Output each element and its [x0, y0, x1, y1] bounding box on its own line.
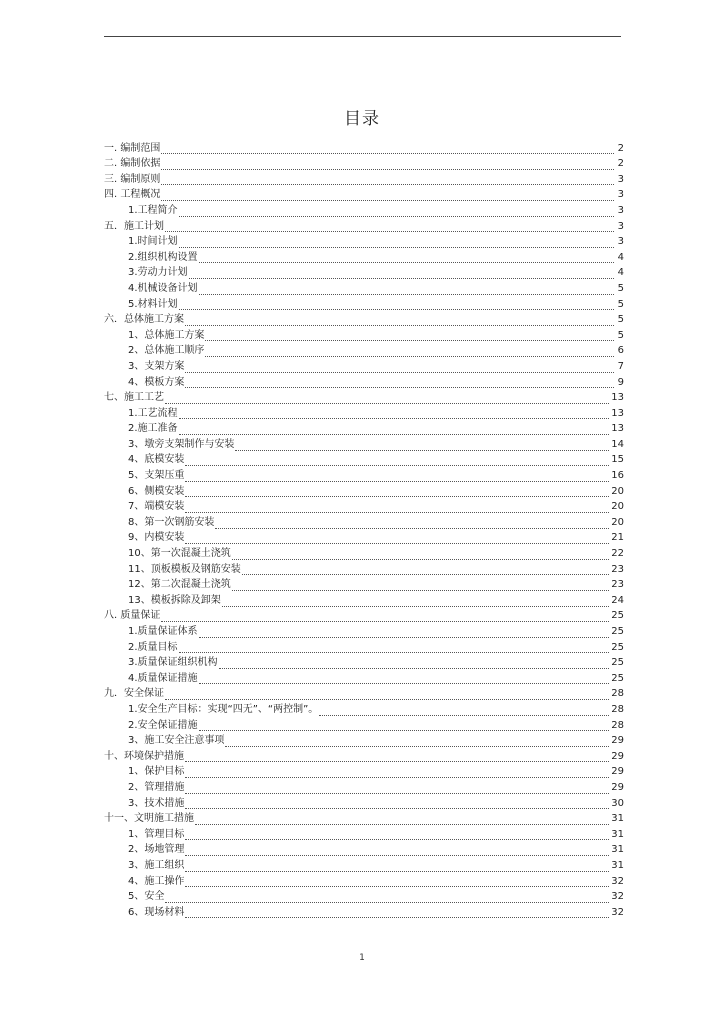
toc-dot-leader: [185, 907, 609, 918]
toc-entry-page: 23: [611, 579, 624, 591]
toc-entry[interactable]: [104, 889, 624, 905]
toc-entry-page: 31: [611, 859, 624, 871]
toc-entry[interactable]: [104, 577, 624, 593]
toc-entry-page: 13: [611, 392, 624, 404]
toc-entry-page: 23: [611, 563, 624, 575]
toc-dot-leader: [165, 393, 609, 404]
toc-entry-label: 2.质量目标: [128, 641, 178, 653]
toc-entry-page: 14: [611, 438, 624, 450]
toc-dot-leader: [219, 658, 610, 669]
toc-entry[interactable]: [104, 842, 624, 858]
toc-entry-page: 15: [611, 454, 624, 466]
toc-entry-label: 10、第一次混凝土浇筑: [128, 548, 231, 560]
toc-dot-leader: [215, 518, 609, 529]
toc-entry-page: 5: [617, 282, 624, 294]
toc-entry[interactable]: [104, 608, 624, 624]
toc-entry-page: 25: [611, 672, 624, 684]
toc-dot-leader: [161, 190, 614, 201]
toc-entry-label: 3.质量保证组织机构: [128, 657, 218, 669]
toc-entry-page: 3: [617, 204, 624, 216]
toc-entry-label: 3、墩旁支架制作与安装: [128, 438, 235, 450]
toc-entry[interactable]: [104, 327, 624, 343]
toc-dot-leader: [179, 642, 610, 653]
toc-dot-leader: [179, 424, 610, 435]
toc-dot-leader: [185, 471, 609, 482]
toc-entry-label: 七、施工工艺: [104, 392, 164, 404]
toc-entry[interactable]: [104, 764, 624, 780]
toc-entry-label: 五．施工计划: [104, 220, 164, 232]
page-title: 目录: [344, 109, 380, 129]
toc-entry-page: 6: [617, 345, 624, 357]
toc-dot-leader: [185, 751, 609, 762]
toc-dot-leader: [161, 174, 614, 185]
toc-entry[interactable]: [104, 280, 624, 296]
toc-entry[interactable]: [104, 639, 624, 655]
toc-dot-leader: [185, 455, 609, 466]
toc-entry-page: 25: [611, 610, 624, 622]
toc-dot-leader: [185, 377, 614, 388]
toc-entry-page: 3: [617, 173, 624, 185]
toc-entry[interactable]: [104, 655, 624, 671]
toc-entry[interactable]: [104, 390, 624, 406]
toc-entry-label: 八. 质量保证: [104, 610, 161, 622]
toc-dot-leader: [185, 533, 609, 544]
toc-entry-label: 六．总体施工方案: [104, 314, 184, 326]
toc-entry-label: 11、顶板模板及钢筋安装: [128, 563, 241, 575]
toc-entry-page: 28: [611, 719, 624, 731]
toc-dot-leader: [232, 549, 610, 560]
toc-entry-label: 4、模板方案: [128, 376, 185, 388]
toc-dot-leader: [161, 159, 614, 170]
toc-dot-leader: [161, 611, 609, 622]
table-of-contents: [104, 140, 624, 920]
toc-entry[interactable]: [104, 795, 624, 811]
toc-entry-page: 24: [611, 594, 624, 606]
toc-entry-label: 2、场地管理: [128, 844, 185, 856]
toc-entry[interactable]: [104, 265, 624, 281]
toc-dot-leader: [179, 237, 614, 248]
toc-entry-page: 13: [611, 423, 624, 435]
toc-entry[interactable]: [104, 530, 624, 546]
toc-entry-label: 四. 工程概况: [104, 189, 161, 201]
toc-dot-leader: [205, 346, 614, 357]
toc-entry-page: 31: [611, 844, 624, 856]
toc-entry[interactable]: [104, 234, 624, 250]
toc-entry-label: 二. 编制依据: [104, 158, 161, 170]
toc-entry[interactable]: [104, 592, 624, 608]
toc-entry[interactable]: [104, 218, 624, 234]
toc-entry[interactable]: [104, 686, 624, 702]
toc-dot-leader: [319, 705, 609, 716]
toc-dot-leader: [185, 486, 609, 497]
toc-entry-page: 3: [617, 236, 624, 248]
toc-entry-page: 25: [611, 641, 624, 653]
toc-entry-page: 20: [611, 485, 624, 497]
toc-entry-page: 2: [617, 142, 624, 154]
toc-entry[interactable]: [104, 811, 624, 827]
toc-entry[interactable]: [104, 202, 624, 218]
toc-entry-page: 29: [611, 735, 624, 747]
toc-dot-leader: [185, 798, 609, 809]
toc-dot-leader: [225, 736, 609, 747]
toc-entry-label: 2、管理措施: [128, 781, 185, 793]
toc-entry[interactable]: [104, 717, 624, 733]
toc-dot-leader: [161, 143, 614, 154]
toc-entry-label: 6、现场材料: [128, 906, 185, 918]
toc-entry-page: 31: [611, 813, 624, 825]
toc-dot-leader: [189, 268, 614, 279]
toc-entry-label: 3、施工组织: [128, 859, 185, 871]
toc-entry[interactable]: [104, 140, 624, 156]
toc-entry-page: 31: [611, 828, 624, 840]
toc-entry[interactable]: [104, 545, 624, 561]
toc-entry-page: 4: [617, 251, 624, 263]
toc-entry-label: 5.材料计划: [128, 298, 178, 310]
toc-entry-page: 25: [611, 657, 624, 669]
toc-entry-label: 4、底模安装: [128, 454, 185, 466]
toc-entry-page: 29: [611, 750, 624, 762]
toc-dot-leader: [185, 315, 614, 326]
toc-entry-page: 4: [617, 267, 624, 279]
toc-entry[interactable]: [104, 826, 624, 842]
toc-dot-leader: [185, 502, 609, 513]
toc-entry[interactable]: [104, 701, 624, 717]
toc-entry-label: 12、第二次混凝土浇筑: [128, 579, 231, 591]
toc-dot-leader: [199, 284, 614, 295]
toc-entry[interactable]: [104, 312, 624, 328]
toc-entry-label: 5、安全: [128, 891, 165, 903]
toc-dot-leader: [185, 845, 609, 856]
toc-entry-page: 13: [611, 407, 624, 419]
toc-entry[interactable]: [104, 748, 624, 764]
toc-entry-page: 29: [611, 781, 624, 793]
toc-entry-page: 25: [611, 626, 624, 637]
toc-dot-leader: [165, 892, 609, 903]
toc-entry-label: 4.质量保证措施: [128, 672, 198, 684]
toc-dot-leader: [205, 330, 614, 341]
toc-entry-page: 21: [611, 532, 624, 544]
toc-entry-page: 32: [611, 875, 624, 887]
toc-dot-leader: [179, 299, 614, 310]
toc-entry[interactable]: [104, 499, 624, 515]
toc-dot-leader: [195, 814, 609, 825]
toc-entry-label: 1.质量保证体系: [128, 626, 198, 637]
toc-entry-label: 九．安全保证: [104, 688, 164, 700]
toc-dot-leader: [179, 408, 610, 419]
toc-dot-leader: [165, 221, 614, 232]
toc-entry-label: 十、环境保护措施: [104, 750, 184, 762]
toc-entry[interactable]: [104, 374, 624, 390]
toc-entry-label: 9、内模安装: [128, 532, 185, 544]
toc-entry-page: 5: [617, 314, 624, 326]
toc-entry-label: 3.劳动力计划: [128, 267, 188, 279]
toc-dot-leader: [185, 783, 609, 794]
toc-entry-page: 2: [617, 158, 624, 170]
toc-entry-page: 22: [611, 548, 624, 560]
toc-entry[interactable]: [104, 514, 624, 530]
toc-entry[interactable]: [104, 187, 624, 203]
header-rule: [104, 36, 621, 37]
toc-entry-label: 1.工艺流程: [128, 407, 178, 419]
toc-dot-leader: [199, 627, 610, 638]
toc-entry[interactable]: [104, 857, 624, 873]
toc-entry[interactable]: [104, 296, 624, 312]
toc-dot-leader: [185, 876, 609, 887]
toc-entry[interactable]: [104, 561, 624, 577]
toc-entry[interactable]: [104, 249, 624, 265]
toc-entry-page: 28: [611, 703, 624, 715]
toc-entry-label: 1.时间计划: [128, 236, 178, 248]
toc-entry[interactable]: [104, 405, 624, 421]
toc-entry-label: 3、技术措施: [128, 797, 185, 809]
toc-entry[interactable]: [104, 904, 624, 920]
toc-entry-label: 4.机械设备计划: [128, 282, 198, 294]
toc-entry[interactable]: [104, 452, 624, 468]
toc-entry-label: 8、第一次钢筋安装: [128, 516, 215, 528]
toc-entry[interactable]: [104, 171, 624, 187]
footer-page-number: 1: [359, 953, 365, 963]
toc-entry[interactable]: [104, 623, 624, 639]
toc-entry[interactable]: [104, 343, 624, 359]
toc-entry-label: 一. 编制范围: [104, 142, 161, 154]
toc-entry[interactable]: [104, 156, 624, 172]
toc-entry-page: 32: [611, 891, 624, 903]
toc-entry-label: 5、支架压重: [128, 470, 185, 482]
toc-dot-leader: [179, 206, 614, 217]
toc-entry-page: 30: [611, 797, 624, 809]
toc-entry-label: 7、端模安装: [128, 501, 185, 513]
toc-dot-leader: [185, 829, 609, 840]
toc-dot-leader: [185, 767, 609, 778]
toc-entry-page: 32: [611, 906, 624, 918]
toc-entry-page: 3: [617, 220, 624, 232]
toc-entry-label: 2.组织机构设置: [128, 251, 198, 263]
toc-entry[interactable]: [104, 421, 624, 437]
toc-entry[interactable]: [104, 779, 624, 795]
toc-entry-label: 3、支架方案: [128, 360, 185, 372]
toc-entry[interactable]: [104, 733, 624, 749]
toc-entry-page: 7: [617, 360, 624, 372]
toc-dot-leader: [235, 440, 609, 451]
toc-dot-leader: [222, 596, 610, 607]
toc-entry[interactable]: [104, 670, 624, 686]
toc-entry-page: 9: [617, 376, 624, 388]
toc-dot-leader: [185, 362, 614, 373]
toc-entry-page: 5: [617, 329, 624, 341]
toc-dot-leader: [199, 252, 614, 263]
toc-entry-label: 1、总体施工方案: [128, 329, 205, 341]
toc-entry-label: 2.安全保证措施: [128, 719, 198, 731]
toc-entry-page: 5: [617, 298, 624, 310]
toc-entry-page: 29: [611, 766, 624, 778]
toc-entry[interactable]: [104, 436, 624, 452]
toc-entry[interactable]: [104, 467, 624, 483]
toc-dot-leader: [242, 564, 610, 575]
toc-entry-page: 20: [611, 501, 624, 513]
toc-entry-label: 2.施工准备: [128, 423, 178, 435]
toc-entry[interactable]: [104, 483, 624, 499]
toc-entry-page: 28: [611, 688, 624, 700]
toc-dot-leader: [199, 673, 610, 684]
toc-entry-label: 3、施工安全注意事项: [128, 735, 225, 747]
toc-dot-leader: [232, 580, 610, 591]
toc-entry-page: 16: [611, 470, 624, 482]
toc-entry-label: 1.安全生产目标：实现“四无”、“两控制”。: [128, 703, 319, 715]
toc-entry-page: 20: [611, 516, 624, 528]
toc-entry-label: 1.工程简介: [128, 204, 178, 216]
toc-entry-label: 4、施工操作: [128, 875, 185, 887]
toc-dot-leader: [185, 861, 609, 872]
toc-entry-page: 3: [617, 189, 624, 201]
toc-entry-label: 6、侧模安装: [128, 485, 185, 497]
toc-entry-label: 十一、文明施工措施: [104, 813, 194, 825]
toc-dot-leader: [199, 720, 610, 731]
toc-entry-label: 1、管理目标: [128, 828, 185, 840]
toc-entry[interactable]: [104, 873, 624, 889]
toc-entry[interactable]: [104, 358, 624, 374]
toc-entry-label: 2、总体施工顺序: [128, 345, 205, 357]
toc-entry-label: 三. 编制原则: [104, 173, 161, 185]
toc-entry-label: 1、保护目标: [128, 766, 185, 778]
toc-entry-label: 13、模板拆除及卸架: [128, 594, 221, 606]
toc-dot-leader: [165, 689, 609, 700]
